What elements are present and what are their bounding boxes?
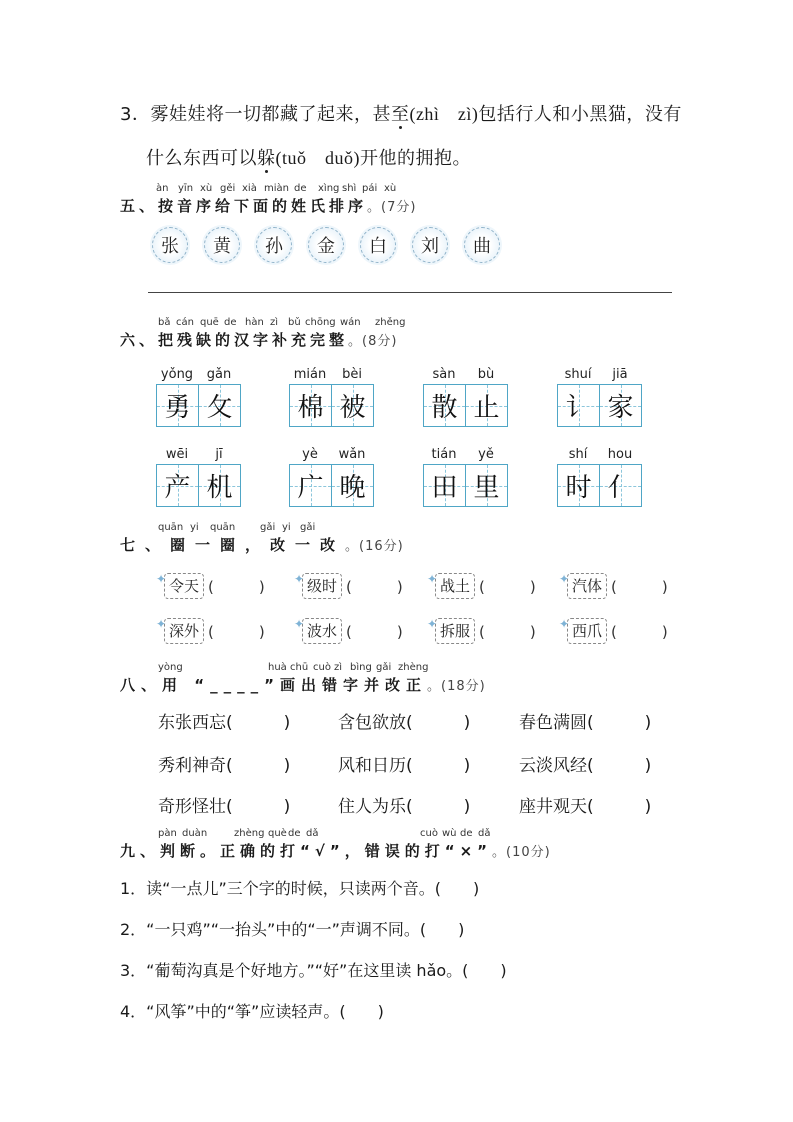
tianzige-cell[interactable]: 里 bbox=[465, 464, 508, 507]
tianzige-cell[interactable]: 讠 bbox=[557, 384, 600, 427]
answer-blank[interactable]: ( ) bbox=[346, 577, 403, 596]
surname-circle: 刘 bbox=[412, 227, 448, 263]
idiom-item[interactable]: 风和日历( ) bbox=[338, 756, 471, 776]
section-7-title: 七、圈一圈，改一改。(16分) bbox=[120, 536, 404, 554]
section-6-pinyin: bǎ cán quē de hàn zì bǔ chōng wán zhěng bbox=[158, 317, 406, 328]
wrong-word-item bbox=[427, 572, 536, 599]
tianzige-cell[interactable]: 亻 bbox=[599, 464, 642, 507]
tianzige-cell[interactable]: 家 bbox=[599, 384, 642, 427]
answer-blank[interactable]: ( ) bbox=[346, 622, 403, 641]
idiom-item[interactable]: 东张西忘( ) bbox=[158, 713, 291, 733]
section-7-pinyin: quān yi quān gǎi yi gǎi bbox=[158, 522, 316, 533]
star-icon: ✦ bbox=[294, 572, 305, 586]
answer-blank[interactable]: ( ) bbox=[208, 577, 265, 596]
section-8-title: 八、用 “____”画出错字并改正。(18分) bbox=[120, 676, 486, 694]
section-8-header bbox=[120, 662, 486, 695]
question-3-text: 什么东西可以 bbox=[146, 148, 257, 169]
judgment-statement[interactable]: 3．“葡萄沟真是个好地方。”“好”在这里读 hǎo。( ) bbox=[120, 961, 507, 980]
tianzige-cell[interactable]: 散 bbox=[423, 384, 466, 427]
judgment-statement[interactable]: 4．“风筝”中的“筝”应读轻声。( ) bbox=[120, 1002, 384, 1021]
idiom-item[interactable]: 秀利神奇( ) bbox=[158, 756, 291, 776]
word-box[interactable]: ✦ 深外 bbox=[164, 618, 204, 644]
section-6-header bbox=[120, 317, 406, 350]
section-9-header bbox=[120, 828, 551, 861]
tianzige-cell[interactable]: 棉 bbox=[289, 384, 332, 427]
tianzige-cell[interactable]: 产 bbox=[156, 464, 199, 507]
tianzige-cell[interactable]: 田 bbox=[423, 464, 466, 507]
surname-circle: 黄 bbox=[204, 227, 240, 263]
tianzige-cell[interactable]: 机 bbox=[198, 464, 241, 507]
star-icon: ✦ bbox=[156, 572, 167, 586]
answer-blank[interactable]: ( ) bbox=[479, 622, 536, 641]
underline-symbol: “____” bbox=[194, 676, 280, 694]
score: 。(7分) bbox=[367, 200, 417, 215]
section-5-header bbox=[120, 183, 416, 216]
question-3-text-suffix: 开他的拥抱。 bbox=[360, 148, 471, 169]
word-box[interactable]: ✦ 战土 bbox=[435, 573, 475, 599]
surname-circle: 张 bbox=[152, 227, 188, 263]
answer-blank[interactable]: ( ) bbox=[611, 577, 668, 596]
tianzige-cell[interactable]: 时 bbox=[557, 464, 600, 507]
star-icon: ✦ bbox=[559, 572, 570, 586]
word-box[interactable]: ✦ 波水 bbox=[302, 618, 342, 644]
tianzige-cell[interactable]: 攵 bbox=[198, 384, 241, 427]
section-5-pinyin: àn yīn xù gěi xià miàn de xìng shì pái xù bbox=[156, 183, 397, 194]
answer-line[interactable] bbox=[148, 292, 672, 293]
question-3-line-1 bbox=[120, 100, 682, 126]
idiom-item[interactable]: 座井观天( ) bbox=[519, 797, 652, 817]
star-icon: ✦ bbox=[559, 617, 570, 631]
pinyin-options: (tuǒ duǒ) bbox=[275, 148, 360, 168]
dotted-char: 至 bbox=[390, 104, 410, 125]
idiom-item[interactable]: 含包欲放( ) bbox=[338, 713, 471, 733]
wrong-word-item bbox=[427, 617, 536, 644]
wrong-word-item bbox=[294, 617, 403, 644]
tianzige-cell[interactable]: 晚 bbox=[331, 464, 374, 507]
star-icon: ✦ bbox=[294, 617, 305, 631]
score: 。(8分) bbox=[348, 334, 398, 349]
surname-circle: 白 bbox=[360, 227, 396, 263]
section-9-pinyin: pàn duàn zhèng què de dǎ cuò wù de dǎ bbox=[158, 828, 491, 839]
surname-circle: 孙 bbox=[256, 227, 292, 263]
star-icon: ✦ bbox=[427, 572, 438, 586]
dotted-char: 躲 bbox=[257, 148, 276, 169]
word-box[interactable]: ✦ 令天 bbox=[164, 573, 204, 599]
idiom-item[interactable]: 春色满圆( ) bbox=[519, 713, 652, 733]
star-icon: ✦ bbox=[427, 617, 438, 631]
tianzige-cell[interactable]: 被 bbox=[331, 384, 374, 427]
score: 。(18分) bbox=[427, 679, 486, 694]
score: 。(16分) bbox=[345, 539, 404, 554]
answer-blank[interactable]: ( ) bbox=[208, 622, 265, 641]
tianzige-cell[interactable]: 勇 bbox=[156, 384, 199, 427]
pinyin-options: (zhì zì) bbox=[409, 104, 479, 124]
question-3-text: 3．雾娃娃将一切都藏了起来，甚 bbox=[120, 104, 391, 125]
question-3-text-suffix: 包括行人和小黑猫，没有 bbox=[478, 104, 682, 125]
section-7-header bbox=[120, 522, 404, 555]
word-box[interactable]: ✦ 汽体 bbox=[567, 573, 607, 599]
wrong-word-item bbox=[294, 572, 403, 599]
wrong-word-item bbox=[156, 572, 265, 599]
word-box[interactable]: ✦ 拆服 bbox=[435, 618, 475, 644]
idiom-item[interactable]: 奇形怪壮( ) bbox=[158, 797, 291, 817]
surname-circle: 曲 bbox=[464, 227, 500, 263]
wrong-word-item bbox=[559, 617, 668, 644]
judgment-statement[interactable]: 1．读“一点儿”三个字的时候，只读两个音。( ) bbox=[120, 879, 480, 898]
idiom-item[interactable]: 住人为乐( ) bbox=[338, 797, 471, 817]
word-box[interactable]: ✦ 级时 bbox=[302, 573, 342, 599]
section-8-pinyin: yòng huà chū cuò zì bìng gǎi zhèng bbox=[158, 662, 429, 673]
word-box[interactable]: ✦ 西爪 bbox=[567, 618, 607, 644]
judgment-statement[interactable]: 2．“一只鸡”“一抬头”中的“一”声调不同。( ) bbox=[120, 920, 465, 939]
star-icon: ✦ bbox=[156, 617, 167, 631]
score: 。(10分) bbox=[492, 845, 551, 860]
section-9-title: 九、判断。正确的打“√”，错误的打“×”。(10分) bbox=[120, 842, 551, 860]
section-6-title: 六、把残缺的汉字补充完整。(8分) bbox=[120, 331, 398, 349]
answer-blank[interactable]: ( ) bbox=[611, 622, 668, 641]
idiom-item[interactable]: 云淡风经( ) bbox=[519, 756, 652, 776]
answer-blank[interactable]: ( ) bbox=[479, 577, 536, 596]
section-5-title: 五、按音序给下面的姓氏排序。(7分) bbox=[120, 197, 417, 215]
question-3-line-2 bbox=[146, 144, 471, 170]
tianzige-cell[interactable]: 止 bbox=[465, 384, 508, 427]
surname-circle: 金 bbox=[308, 227, 344, 263]
wrong-word-item bbox=[156, 617, 265, 644]
tianzige-cell[interactable]: 广 bbox=[289, 464, 332, 507]
wrong-word-item bbox=[559, 572, 668, 599]
